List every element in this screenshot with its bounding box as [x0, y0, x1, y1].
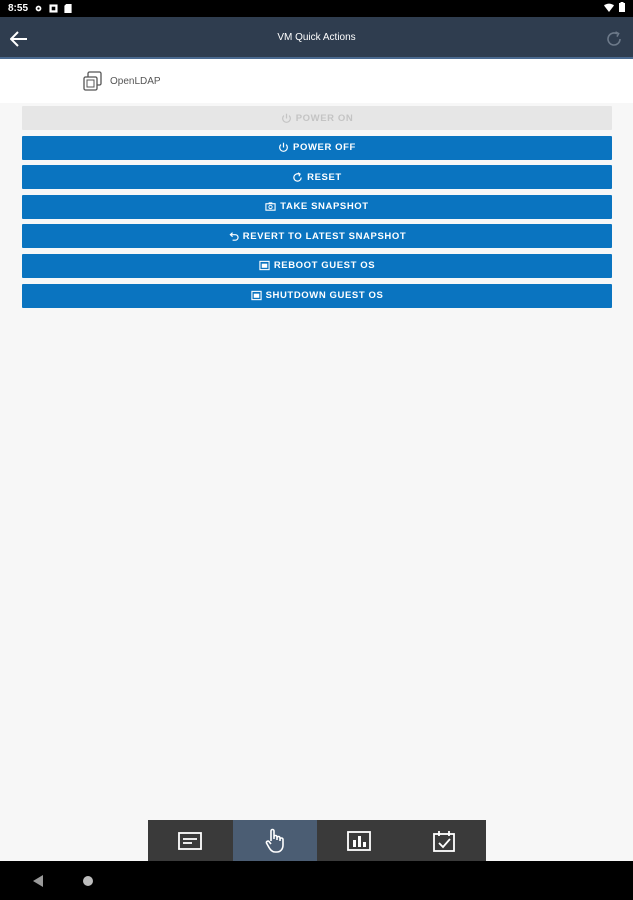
tab-summary[interactable]: [148, 820, 233, 861]
quick-actions-list: [22, 106, 612, 313]
shutdown-guest-os-button[interactable]: [22, 284, 612, 308]
undo-icon: [228, 231, 239, 242]
status-bar: [0, 0, 633, 17]
calendar-check-icon: [432, 830, 456, 852]
hand-pointer-icon: [264, 828, 286, 854]
vm-name: OpenLDAP: [110, 75, 161, 87]
back-button[interactable]: [8, 28, 30, 50]
sd-card-icon: [64, 4, 73, 13]
tab-quick-actions[interactable]: [233, 820, 318, 861]
nav-home-icon[interactable]: [82, 875, 94, 887]
tab-tasks[interactable]: [402, 820, 487, 861]
vm-header: [0, 59, 633, 103]
power-on-button[interactable]: [22, 106, 612, 130]
power-icon: [281, 113, 292, 124]
reboot-guest-os-button[interactable]: [22, 254, 612, 278]
revert-snapshot-label: REVERT TO LATEST SNAPSHOT: [242, 230, 407, 242]
status-time: 8:55: [8, 3, 29, 14]
power-off-button[interactable]: [22, 136, 612, 160]
virtual-machine-icon: [82, 70, 104, 92]
refresh-icon: [292, 172, 303, 183]
power-on-label: POWER ON: [295, 112, 354, 124]
tab-performance[interactable]: [317, 820, 402, 861]
power-icon: [278, 142, 289, 153]
battery-icon: [619, 2, 625, 15]
reset-button[interactable]: [22, 165, 612, 189]
shutdown-guest-os-label: SHUTDOWN GUEST OS: [265, 290, 384, 302]
monitor-icon: [251, 290, 262, 301]
summary-card-icon: [178, 832, 202, 850]
take-snapshot-button[interactable]: [22, 195, 612, 219]
reboot-guest-os-label: REBOOT GUEST OS: [273, 260, 376, 272]
wifi-icon: [604, 3, 614, 15]
refresh-button[interactable]: [603, 28, 625, 50]
reset-label: RESET: [307, 171, 342, 183]
back-arrow-icon: [10, 31, 28, 47]
page-title: VM Quick Actions: [277, 31, 356, 43]
bottom-tab-bar: [148, 820, 486, 861]
app-bar: [0, 17, 633, 59]
power-off-label: POWER OFF: [293, 142, 356, 154]
app-notification-icon: [49, 4, 58, 13]
refresh-icon: [605, 30, 623, 48]
system-nav-bar: [0, 861, 633, 900]
chart-icon: [347, 831, 371, 851]
camera-icon: [265, 201, 276, 212]
settings-icon: [34, 4, 43, 13]
revert-snapshot-button[interactable]: [22, 224, 612, 248]
take-snapshot-label: TAKE SNAPSHOT: [280, 201, 369, 213]
nav-back-icon[interactable]: [32, 874, 44, 888]
monitor-icon: [259, 260, 270, 271]
